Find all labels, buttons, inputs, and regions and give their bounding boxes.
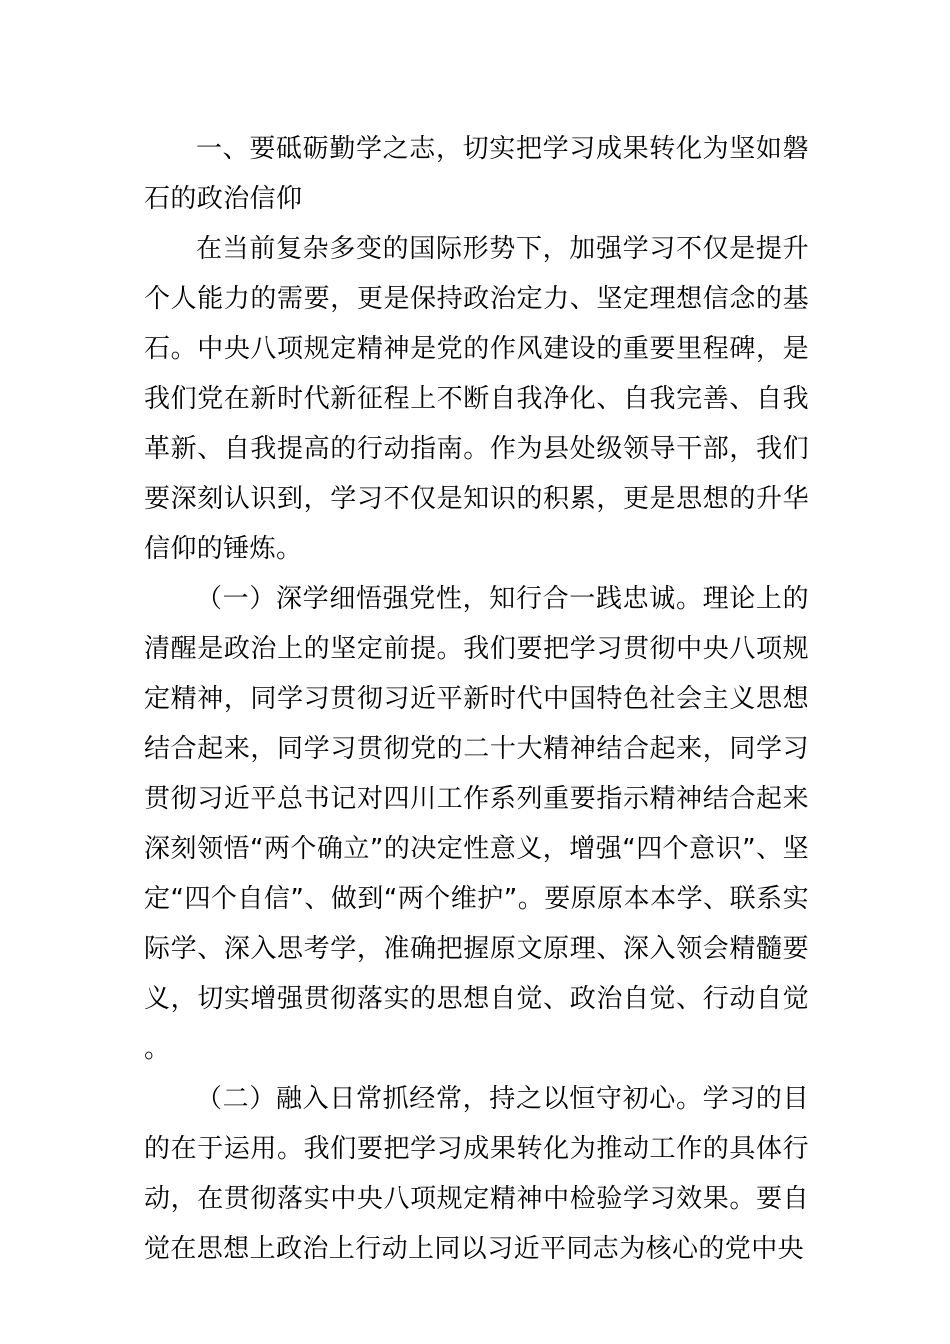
- document-body: [144, 124, 809, 1274]
- subsection-two-paragraph: （二）融入日常抓经常，持之以恒守初心。学习的目的在于运用。我们要把学习成果转化为推动工作的具体行动，在贯彻落实中央八项规定精神中检验学习效果。要自觉在思想上政治上行动上同以习近平同志为核心的党中央: [144, 1084, 809, 1264]
- section-heading: 一、要砥砺勤学之志，切实把学习成果转化为坚如磐石的政治信仰: [144, 134, 809, 214]
- intro-paragraph: 在当前复杂多变的国际形势下，加强学习不仅是提升个人能力的需要，更是保持政治定力、坚定理想信念的基石。中央八项规定精神是党的作风建设的重要里程碑，是我们党在新时代新征程上不断自我净化、自我完善、自我革新、自我提高的行动指南。作为县处级领导干部，我们要深刻认识到，学习不仅是知识的积累，更是思想的升华信仰的锤炼。: [144, 234, 809, 564]
- subsection-one-paragraph: （一）深学细悟强党性，知行合一践忠诚。理论上的清醒是政治上的坚定前提。我们要把学习贯彻中央八项规定精神，同学习贯彻习近平新时代中国特色社会主义思想结合起来，同学习贯彻党的二十大精神结合起来，同学习贯彻习近平总书记对四川工作系列重要指示精神结合起来深刻领悟“两个确立”的决定性意义，增强“四个意识”、坚定“四个自信”、做到“两个维护”。要原原本本学、联系实际学、深入思考学，准确把握原文原理、深入领会精髓要义，切实增强贯彻落实的思想自觉、政治自觉、行动自觉。: [144, 584, 809, 1064]
